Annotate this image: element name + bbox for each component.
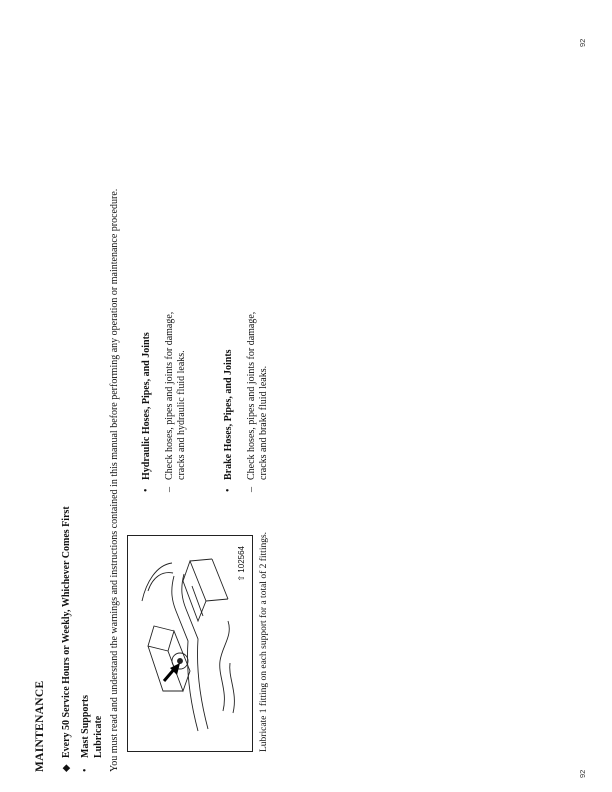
section-title: MAINTENANCE (34, 680, 46, 772)
bullet-icon: • (141, 488, 152, 492)
brake-line-1: Check hoses, pipes and joints for damage, (246, 311, 257, 480)
hydraulic-title: Hydraulic Hoses, Pipes, and Joints (141, 332, 152, 480)
dash-icon: – (246, 487, 257, 492)
warning-text: You must read and understand the warnings and instructions contained in this manual before performing any operation or maintenance procedure. (109, 188, 120, 772)
figure-box (127, 535, 253, 752)
page-number-top: 92 (578, 38, 587, 47)
hydraulic-line-1: Check hoses, pipes and joints for damage, (164, 311, 175, 480)
page-number-bottom: 92 (578, 769, 587, 778)
mast-support-illustration (128, 536, 252, 751)
figure-number: ⇧ 102564 (237, 546, 246, 582)
mast-supports-action: Lubricate (93, 715, 104, 758)
interval-title: Every 50 Service Hours or Weekly, Whichever Comes First (61, 506, 72, 758)
brake-line-2: cracks and brake fluid leaks. (258, 365, 269, 480)
dash-icon: – (164, 487, 175, 492)
hydraulic-line-2: cracks and hydraulic fluid leaks. (176, 350, 187, 480)
diamond-icon: ◆ (61, 764, 72, 772)
brake-title: Brake Hoses, Pipes, and Joints (223, 349, 234, 480)
figure-marker-icon: ⇧ (237, 572, 246, 582)
mast-supports-title: Mast Supports (80, 694, 91, 758)
figure-caption: Lubricate 1 fitting on each support for a total of 2 fittings. (259, 531, 269, 752)
bullet-icon: • (80, 768, 91, 772)
bullet-icon: • (223, 488, 234, 492)
